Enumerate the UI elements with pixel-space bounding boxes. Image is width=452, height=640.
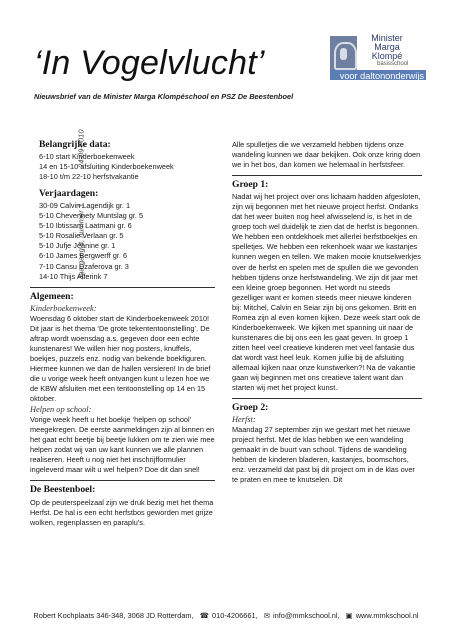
helpen-subheading: Helpen op school: [30, 405, 92, 415]
beestenboel-heading: De Beestenboel: [30, 484, 96, 496]
beestenboel-text: Op de peuterspeelzaal zijn we druk bezig met het thema Herfst. De hal is een echt herfstbos geworden met grijze wolken, regenplassen en paraplu’s. [30, 497, 214, 527]
school-logo [330, 32, 426, 90]
group2-section [232, 403, 422, 485]
group2-heading: Groep 2: [232, 402, 269, 414]
left-column [30, 140, 215, 528]
list-item: 5-10 Chevennety Muntslag gr. 5 [39, 211, 144, 221]
computer-icon: ▣ [345, 611, 353, 620]
newsletter-subtitle: Nieuwsbrief van de Minister Marga Klompéschool en PSZ De Beestenboel [34, 92, 294, 101]
logo-name: Minister Marga Klompé [371, 33, 403, 61]
logo-tagline: voor daltononderwijs [339, 71, 424, 81]
birthdays [30, 189, 215, 281]
important-dates-list [39, 152, 215, 182]
herfst-subheading: Herfst: [232, 415, 256, 425]
general-section [30, 292, 215, 476]
kbw-subheading: Kinderboekenweek: [30, 303, 97, 313]
important-dates-heading: Belangrijke data: [39, 139, 111, 150]
group1-section [232, 180, 422, 393]
divider [30, 287, 215, 288]
list-item: 5-10 Rosalie Verlaan gr. 5 [39, 231, 124, 241]
divider [232, 398, 422, 399]
divider [30, 480, 215, 481]
footer-phone: 010-4206661, [212, 611, 258, 620]
list-item: 14 en 15-10 afsluiting Kinderboekenweek [39, 162, 174, 172]
list-item: 7-10 Cansu Dzaferova gr. 3 [39, 261, 129, 271]
footer-web[interactable]: www.mmkschool.nl [355, 611, 419, 620]
list-item: 6-10 start Kinderboekenweek [39, 152, 135, 162]
beestenboel-section [30, 485, 215, 527]
list-item: 6-10 James Bergwerff gr. 6 [39, 251, 128, 261]
footer-email[interactable]: info@mmkschool.nl, [272, 611, 340, 620]
list-item: 18-10 t/m 22-10 herfstvakantie [39, 172, 139, 182]
footer [0, 611, 452, 620]
list-item: 5-10 Jufje Jeanine gr. 1 [39, 241, 116, 251]
newsletter-title: ‘In Vogelvlucht’ [34, 44, 265, 82]
footer-address: Robert Kochplaats 346-348, 3068 JD Rotterdam, [33, 611, 194, 620]
kbw-text: Woensdag 6 oktober start de Kinderboekenweek 2010! Dit jaar is het thema ‘De grote tekententoonstelling’. De aftrap wordt woensdag a.s. gegeven door een echte kunstenares! We willen hier nog posters, knuffels, boekjes, puzzels enz. nodig van bekende boekfiguren. Hiermee kunnen we dan de hallen versieren! In de brief die u vorige week heeft ontvangen kunt u lezen hoe we de KBW afsluiten met een tentoonstelling op 14 en 15 oktober. [30, 313, 211, 404]
envelope-icon: ✉ [263, 611, 270, 620]
group2-text: Maandag 27 september zijn we gestart met het nieuwe project herfst. Met de klas hebben we een wandeling gemaakt in de buurt van school. Tijdens de wandeling hebben de kinderen bladeren, kastanjes, boomschors, enz. verzameld dat past bij dit project om in de klas over te praten en mee te knutselen. Dit [232, 425, 415, 485]
list-item: 30-09 Calvin Lagendijk gr. 1 [39, 201, 131, 211]
list-item: 14-10 Thijs Alferink 7 [39, 271, 108, 281]
important-dates [30, 140, 215, 182]
right-column [232, 140, 422, 486]
logo-school: basisschool [377, 61, 409, 67]
issue-number: Jaargang 4, nummer 3 [76, 204, 86, 280]
divider [232, 175, 422, 176]
telephone-icon: ☎ [199, 611, 209, 620]
intro-text: Alle spulletjes die we verzameld hebben tijdens onze wandeling kunnen we daar bekijken. Ook onze kring doen we in het bos, dan komen we helemaal in herfstsfeer. [232, 140, 421, 170]
helpen-text: Vorige week heeft u het boekje ‘helpen op school’ meegekregen. De eerste aanmeldingen zijn al binnen en het gaat echt beetje bij beetje lukken om te zien wie mee helpen zodat wij van uw kant kunnen we alle plannen realiseren. Heeft u nog niet het inschrijfformulier ingeleverd maar wilt u wel helpen? Doe dit dan snel! [30, 415, 215, 475]
birthdays-list [39, 201, 215, 281]
general-heading: Algemeen: [30, 290, 74, 302]
birthdays-heading: Verjaardagen: [39, 188, 99, 200]
issue-date: 24-09-2010 [76, 129, 86, 168]
list-item: 5-10 Ibtissam Laatmani gr. 6 [39, 221, 132, 231]
group1-heading: Groep 1: [232, 179, 269, 191]
portrait-icon [330, 36, 357, 72]
group1-text: Nadat wij het project over ons lichaam hadden afgesloten, zijn wij begonnen met het nieuwe project herfst. Ondanks dat het weer buiten nog heel afwisselend is, is het in de groep toch wel duidelijk te zien dat de herfst is begonnen. We hebben een ontdekhoek met allerlei herfstboekjes en spelletjes. We hebben een rekenhoek waar we kastanjes kunnen wegen en tellen. We maken mooie knutselwerkjes over de herfst en spelen met de spullen die we gevonden hebben tijdens onze herfstwandeling. We zijn dit jaar met een kleine groep begonnen. Het wordt nu steeds gezelliger want er komen steeds meer nieuwe kinderen bij: Mitchel, Calvin en Seiar zijn bij ons gekomen. Britt en Romea zijn al even komen kijken. Deze week start ook de Kinderboekenweek. We kijken met spanning uit naar de kunstenares die bij ons een les gaat geven. In groep 1 zitten heel veel creatieve kinderen met veel fantasie dus dat wordt vast heel leuk. Komen jullie bij de afsluiting allemaal kijken naar onze kunstwerken?! Na de vakantie gaan wij beginnen met ons creatieve talent want dan starten wij met het project kunst. [232, 192, 421, 393]
